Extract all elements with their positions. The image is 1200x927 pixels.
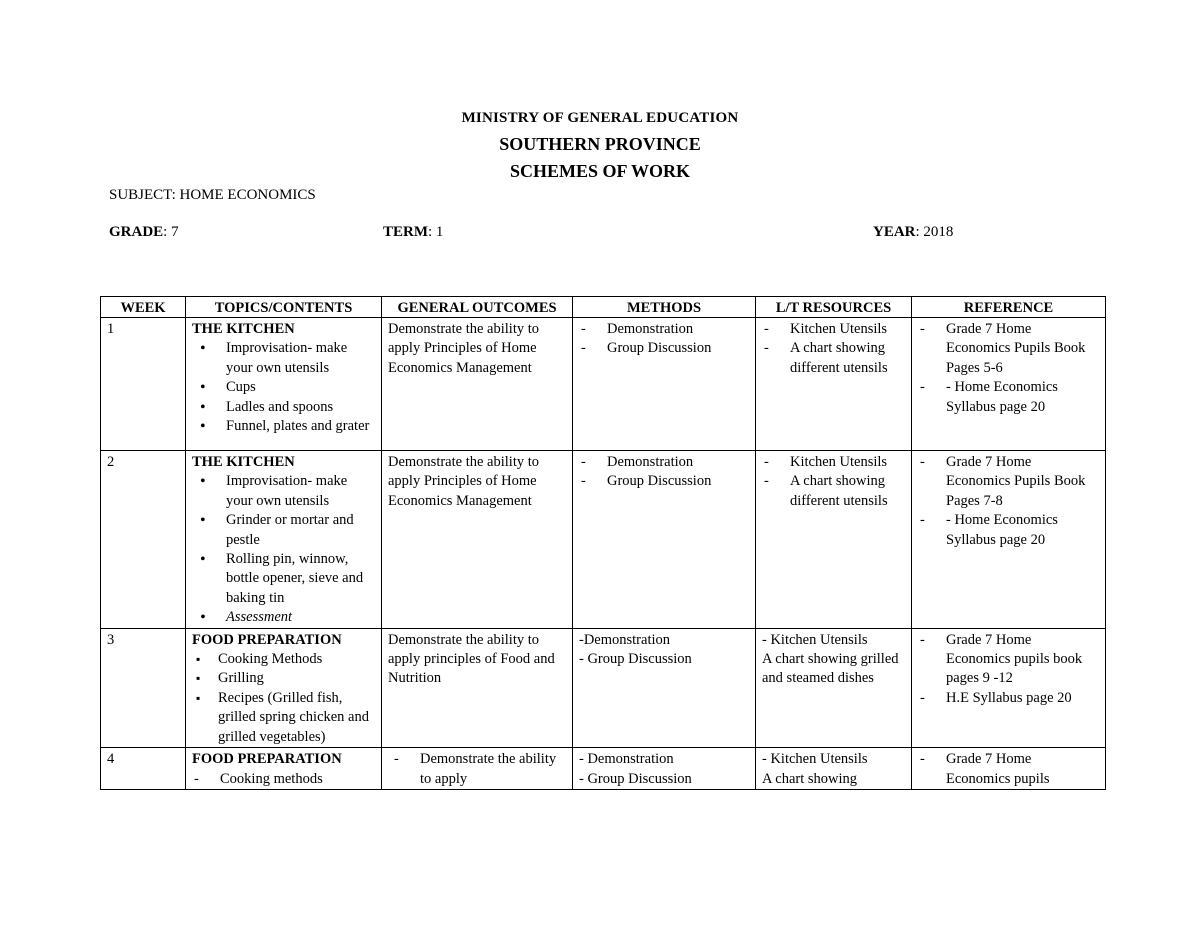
resources-cell [756,748,912,790]
list-item: - Demonstration [579,453,749,472]
topic-title: THE KITCHEN [192,454,295,470]
list-item: • Ladles and spoons [192,398,375,417]
header-week: WEEK [101,297,186,318]
resource-line: - Kitchen Utensils [762,751,868,768]
resource-line: A chart showing grilled and steamed dishes [762,651,899,687]
reference-cell [912,318,1106,451]
grade-value: : 7 [163,224,179,240]
grade-label: GRADE [109,224,164,240]
topic-title: FOOD PREPARATION [192,751,342,768]
list-item: - Kitchen Utensils [762,453,905,472]
grade-line [109,224,179,241]
method-line: - Group Discussion [579,651,692,668]
list-item: • Improvisation- make your own utensils [192,472,375,511]
list-item: • Improvisation- make your own utensils [192,339,375,378]
outcomes-cell: Demonstrate the ability to apply principles of Food and Nutrition [382,628,573,747]
table-row [101,628,1106,747]
week-cell: 3 [101,628,186,747]
list-item: • Cups [192,378,375,397]
province-heading: SOUTHERN PROVINCE [499,134,701,154]
list-item: ▪ Grilling [192,669,375,688]
subject-line: SUBJECT: HOME ECONOMICS [109,187,316,203]
list-item: • Grinder or mortar and pestle [192,511,375,550]
list-item: - A chart showing different utensils [762,472,905,511]
list-item: - - Home Economics Syllabus page 20 [918,378,1099,417]
list-item: • Funnel, plates and grater [192,417,375,436]
header-outcomes: GENERAL OUTCOMES [382,297,573,318]
reference-list [918,631,1099,709]
outcomes-cell: Demonstrate the ability to apply Principles of Home Economics Management [382,451,573,629]
topic-list [192,339,375,436]
list-item: - H.E Syllabus page 20 [918,689,1099,708]
list-item: - Grade 7 Home Economics Pupils Book Pages 7-8 [918,453,1099,511]
topic-list [192,650,375,747]
year-value: : 2018 [915,224,954,240]
week-cell: 4 [101,748,186,790]
list-item: - - Home Economics Syllabus page 20 [918,511,1099,550]
methods-cell [573,318,756,451]
resources-cell [756,628,912,747]
header-topics: TOPICS/CONTENTS [186,297,382,318]
methods-cell [573,748,756,790]
resources-list [762,453,905,511]
topic-title: FOOD PREPARATION [192,631,342,648]
topics-cell [186,628,382,747]
resources-cell [756,451,912,629]
reference-cell [912,748,1106,790]
topics-cell [186,748,382,790]
topic-list [192,770,375,789]
list-item: - Group Discussion [579,472,749,491]
list-item: - Demonstrate the ability to apply [388,750,566,789]
method-line: - Group Discussion [579,770,692,787]
method-line: - Demonstration [579,751,674,768]
year-line [873,224,953,241]
topics-cell [186,318,382,451]
term-value: : 1 [428,224,444,240]
methods-list [579,453,749,492]
list-item: - Demonstration [579,320,749,339]
table-header-row [101,297,1106,318]
list-item: ▪ Recipes (Grilled fish, grilled spring chicken and grilled vegetables) [192,689,375,747]
header-resources: L/T RESOURCES [756,297,912,318]
list-item: • Assessment [192,608,375,627]
reference-list [918,320,1099,417]
week-cell: 2 [101,451,186,629]
schemes-heading: SCHEMES OF WORK [509,161,691,181]
topics-cell [186,451,382,629]
table-row [101,451,1106,629]
outcome-list [388,750,566,789]
schemes-table [100,296,1106,790]
resources-list [762,320,905,378]
topic-list [192,472,375,627]
reference-cell [912,451,1106,629]
list-item: - Grade 7 Home Economics pupils [918,750,1099,789]
list-item: - Grade 7 Home Economics pupils book pages 9 -12 [918,631,1099,689]
method-line: -Demonstration [579,631,671,648]
list-item: - Grade 7 Home Economics Pupils Book Pages 5-6 [918,320,1099,378]
list-item: - A chart showing different utensils [762,339,905,378]
table-row [101,748,1106,790]
list-item: • Rolling pin, winnow, bottle opener, sieve and baking tin [192,550,375,608]
outcomes-cell [382,748,573,790]
term-label: TERM [383,224,428,240]
methods-list [579,320,749,359]
resources-cell [756,318,912,451]
resource-line: - Kitchen Utensils [762,631,868,648]
outcomes-cell: Demonstrate the ability to apply Principles of Home Economics Management [382,318,573,451]
list-item: - Kitchen Utensils [762,320,905,339]
list-item: ▪ Cooking Methods [192,650,375,669]
year-label: YEAR [873,224,916,240]
list-item: - Cooking methods [192,770,375,789]
reference-list [918,453,1099,550]
term-line [383,224,443,241]
topic-title: THE KITCHEN [192,321,295,337]
reference-list [918,750,1099,789]
header-reference: REFERENCE [912,297,1106,318]
methods-cell [573,451,756,629]
table-row [101,318,1106,451]
week-cell: 1 [101,318,186,451]
methods-cell [573,628,756,747]
reference-cell [912,628,1106,747]
ministry-heading: MINISTRY OF GENERAL EDUCATION [461,110,739,126]
header-methods: METHODS [573,297,756,318]
list-item: - Group Discussion [579,339,749,358]
resource-line: A chart showing [762,770,858,787]
